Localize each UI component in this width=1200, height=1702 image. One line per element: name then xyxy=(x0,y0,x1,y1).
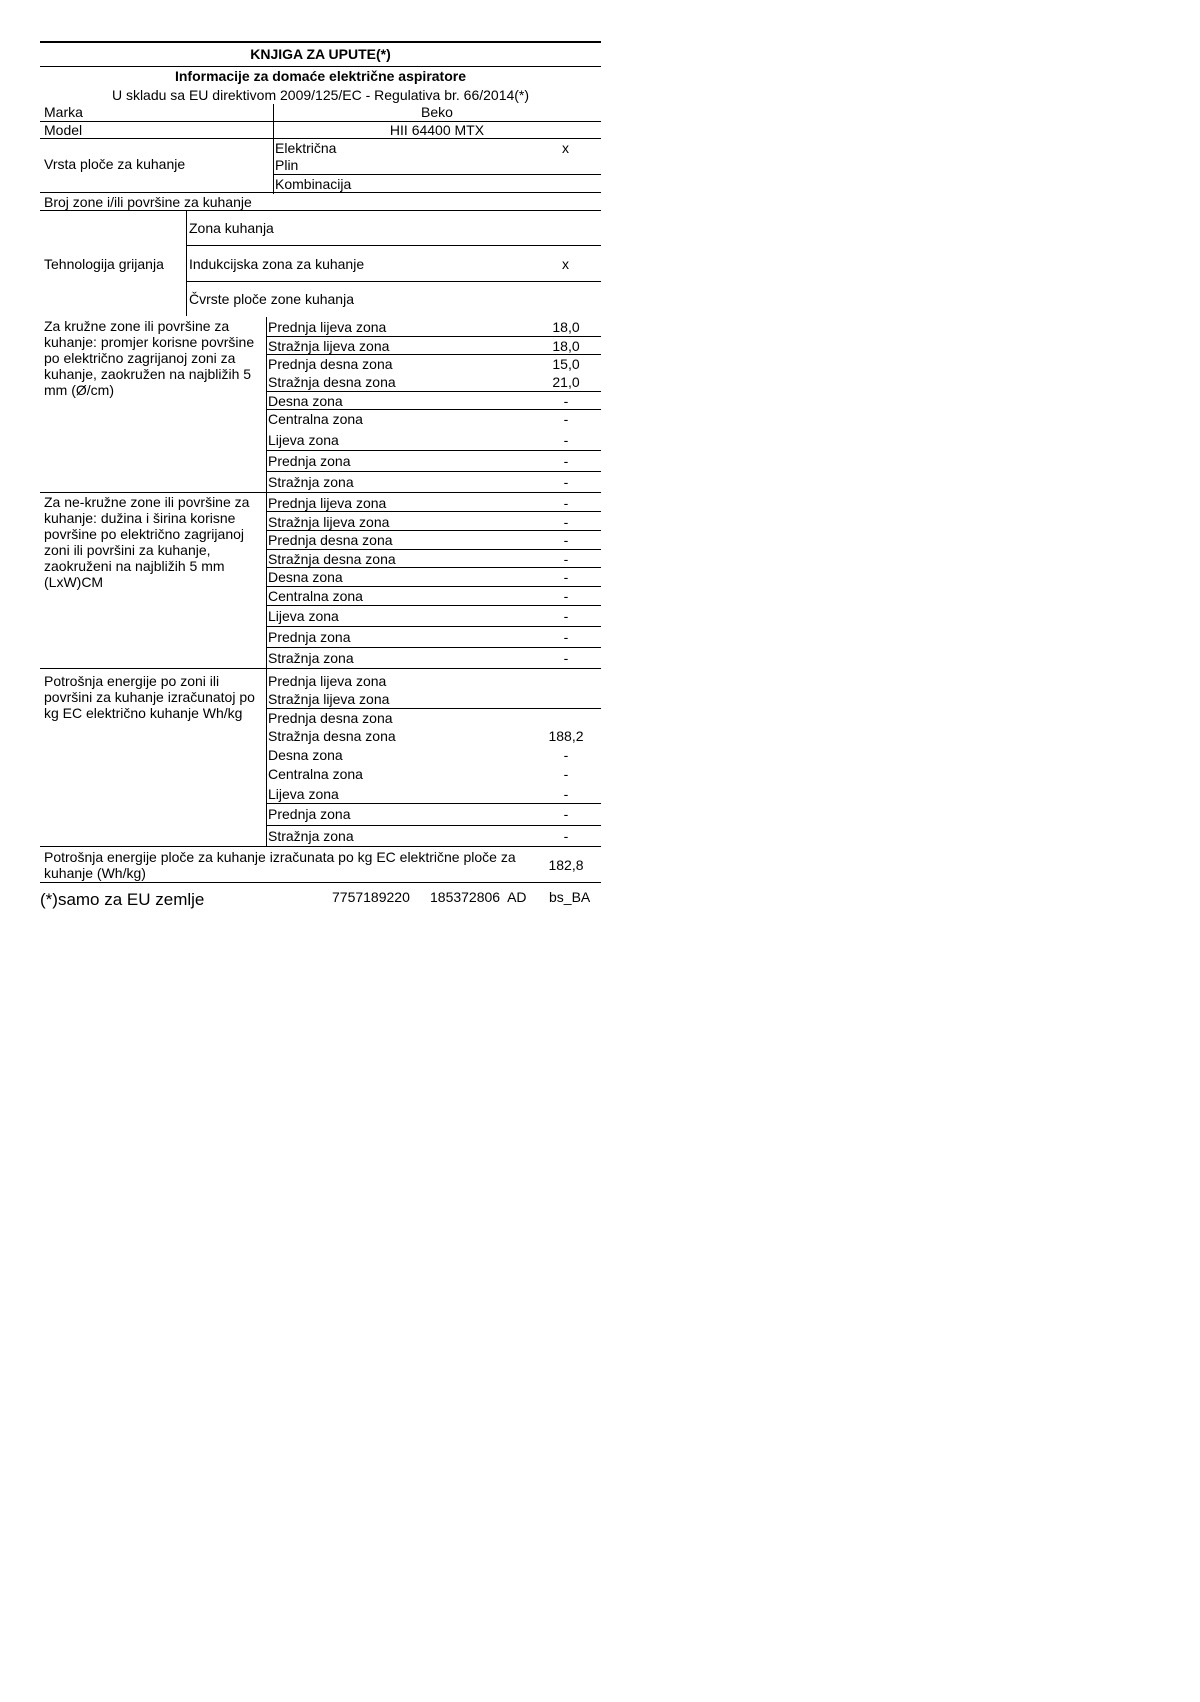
top-rule xyxy=(40,41,601,43)
directive-text: U skladu sa EU direktivom 2009/125/EC - Regulativa br. 66/2014(*) xyxy=(111,87,530,103)
noncircular-zone-value: - xyxy=(563,608,569,624)
noncircular-zone-name: Stražnja zona xyxy=(268,650,354,666)
row-divider xyxy=(266,450,601,451)
row-divider xyxy=(40,210,601,211)
noncircular-zone-name: Stražnja lijeva zona xyxy=(268,514,390,530)
brand-label: Marka xyxy=(44,104,83,120)
circular-zone-name: Prednja lijeva zona xyxy=(268,319,387,335)
row-divider xyxy=(40,192,601,193)
document-title: KNJIGA ZA UPUTE(*) xyxy=(250,46,391,62)
energy-zone-name: Prednja lijeva zona xyxy=(268,673,387,689)
noncircular-zone-value: - xyxy=(563,514,569,530)
energy-zone-name: Stražnja desna zona xyxy=(268,728,396,744)
row-divider xyxy=(266,354,601,355)
row-divider xyxy=(266,511,601,512)
hob-type-mark: x xyxy=(562,140,569,156)
energy-hob-label: Potrošnja energije ploče za kuhanje izračunata po kg EC električne ploče za kuhanje (Wh/kg) xyxy=(44,849,516,881)
noncircular-zone-value: - xyxy=(563,495,569,511)
row-divider xyxy=(266,605,601,606)
heating-tech-mark: x xyxy=(562,256,569,272)
row-divider xyxy=(266,549,601,550)
row-divider xyxy=(266,586,601,587)
bottom-rule xyxy=(40,882,601,883)
row-divider xyxy=(186,245,601,246)
noncircular-zone-value: - xyxy=(563,551,569,567)
row-divider xyxy=(266,825,601,826)
zone-count-label: Broj zone i/ili površine za kuhanje xyxy=(44,194,252,210)
hob-type-option: Kombinacija xyxy=(275,176,352,192)
row-divider xyxy=(266,471,601,472)
model-value: HII 64400 MTX xyxy=(389,122,485,138)
footer-code: 7757189220 xyxy=(332,889,410,905)
section-divider xyxy=(40,668,601,669)
row-divider xyxy=(40,138,601,139)
circular-zone-name: Prednja zona xyxy=(268,453,351,469)
energy-hob-value: 182,8 xyxy=(548,857,584,873)
circular-zone-value: - xyxy=(563,453,569,469)
circular-zone-value: - xyxy=(563,393,569,409)
noncircular-zone-value: - xyxy=(563,569,569,585)
energy-zone-value: - xyxy=(563,747,569,763)
title-divider xyxy=(40,66,601,67)
energy-zone-name: Stražnja zona xyxy=(268,828,354,844)
circular-zone-value: - xyxy=(563,411,569,427)
noncircular-zone-name: Lijeva zona xyxy=(268,608,339,624)
zones-divider xyxy=(266,317,267,846)
noncircular-zone-name: Desna zona xyxy=(268,569,343,585)
footer-locale: bs_BA xyxy=(549,889,591,905)
row-divider xyxy=(186,281,601,282)
noncircular-zones-label: Za ne-kružne zone ili površine za kuhanje: dužina i širina korisne površine po električno zagrijanoj zoni ili površini za kuhanje, zaokruženi na najbližih 5 mm (LxW)CM xyxy=(44,494,250,590)
hob-type-option: Električna xyxy=(275,140,337,156)
energy-zone-value: - xyxy=(563,806,569,822)
row-divider xyxy=(273,174,601,175)
footer-code: 185372806 AD xyxy=(430,889,527,905)
energy-zone-name: Prednja zona xyxy=(268,806,351,822)
noncircular-zone-value: - xyxy=(563,588,569,604)
brand-value: Beko xyxy=(421,104,453,120)
energy-zone-name: Desna zona xyxy=(268,747,343,763)
hob-type-label: Vrsta ploče za kuhanje xyxy=(44,156,186,172)
circular-zone-name: Stražnja zona xyxy=(268,474,354,490)
heating-tech-option: Zona kuhanja xyxy=(189,220,274,236)
circular-zone-name: Stražnja lijeva zona xyxy=(268,338,390,354)
row-divider xyxy=(266,626,601,627)
row-divider xyxy=(266,803,601,804)
heating-tech-label: Tehnologija grijanja xyxy=(44,256,164,272)
circular-zone-value: 21,0 xyxy=(552,374,580,390)
circular-zone-name: Centralna zona xyxy=(268,411,363,427)
row-divider xyxy=(266,567,601,568)
noncircular-zone-value: - xyxy=(563,532,569,548)
circular-zones-label: Za kružne zone ili površine za kuhanje: promjer korisne površine po električno zagrijanoj zoni za kuhanje, zaokružen na najbližih 5 mm (Ø/cm) xyxy=(44,318,255,398)
model-label: Model xyxy=(44,122,83,138)
noncircular-zone-name: Stražnja desna zona xyxy=(268,551,396,567)
energy-zone-value: - xyxy=(563,766,569,782)
section-divider xyxy=(40,846,601,847)
row-divider xyxy=(266,530,601,531)
circular-zone-value: - xyxy=(563,432,569,448)
energy-zone-label: Potrošnja energije po zoni ili površini za kuhanje izračunatoj po kg EC električno kuhanje Wh/kg xyxy=(44,673,255,721)
row-divider xyxy=(266,409,601,410)
noncircular-zone-value: - xyxy=(563,629,569,645)
heating-tech-option: Čvrste ploče zone kuhanja xyxy=(189,291,354,307)
circular-zone-name: Stražnja desna zona xyxy=(268,374,396,390)
noncircular-zone-name: Centralna zona xyxy=(268,588,363,604)
noncircular-zone-name: Prednja zona xyxy=(268,629,351,645)
row-divider xyxy=(266,647,601,648)
heating-tech-option: Indukcijska zona za kuhanje xyxy=(189,256,365,272)
circular-zone-name: Prednja desna zona xyxy=(268,356,393,372)
circular-zone-value: - xyxy=(563,474,569,490)
circular-zone-value: 15,0 xyxy=(552,356,580,372)
circular-zone-name: Desna zona xyxy=(268,393,343,409)
document-subtitle: Informacije za domaće električne aspiratore xyxy=(174,68,466,84)
footer-note: (*)samo za EU zemlje xyxy=(40,890,205,909)
noncircular-zone-name: Prednja lijeva zona xyxy=(268,495,387,511)
circular-zone-name: Lijeva zona xyxy=(268,432,339,448)
energy-zone-name: Lijeva zona xyxy=(268,786,339,802)
hob-type-option: Plin xyxy=(275,157,299,173)
noncircular-zone-value: - xyxy=(563,650,569,666)
section-divider xyxy=(40,492,601,493)
circular-zone-value: 18,0 xyxy=(552,338,580,354)
energy-zone-value: - xyxy=(563,786,569,802)
energy-zone-name: Stražnja lijeva zona xyxy=(268,691,390,707)
energy-zone-name: Centralna zona xyxy=(268,766,363,782)
row-divider xyxy=(266,336,601,337)
noncircular-zone-name: Prednja desna zona xyxy=(268,532,393,548)
energy-zone-value: - xyxy=(563,828,569,844)
row-divider xyxy=(266,391,601,392)
circular-zone-value: 18,0 xyxy=(552,319,580,335)
heating-tech-divider xyxy=(186,210,187,316)
row-divider xyxy=(266,708,601,709)
energy-zone-value: 188,2 xyxy=(548,728,584,744)
energy-zone-name: Prednja desna zona xyxy=(268,710,393,726)
